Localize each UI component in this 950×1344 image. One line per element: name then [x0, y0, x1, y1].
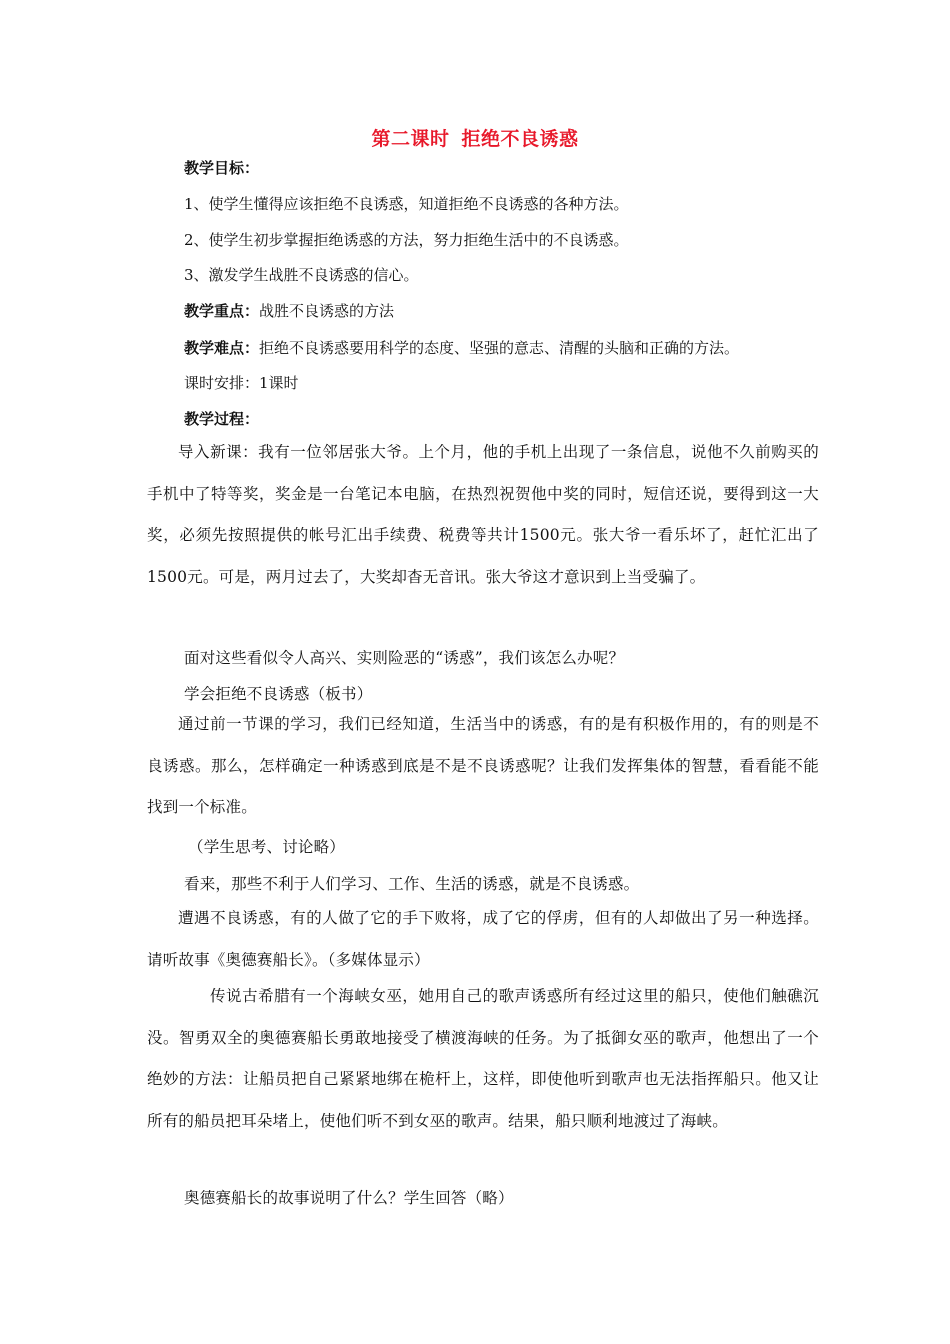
schedule: 课时安排：1课时 — [184, 374, 299, 392]
question-paragraph: 面对这些看似令人高兴、实则险恶的“诱惑”，我们该怎么办呢？ — [184, 649, 625, 667]
story-paragraph: 传说古希腊有一个海峡女巫，她用自己的歌声诱惑所有经过这里的船只，使他们触礁沉没。智勇双全的奥德赛船长勇敢地接受了横渡海峡的任务。为了抵御女巫的歌声，他想出了一个绝妙的方法：让船员把自己紧紧地绑在桅杆上，这样，即使他听到歌声也无法指挥船只。他又让所有的船员把耳朵堵上，使他们听不到女巫的歌声。结果，船只顺利地渡过了海峡。 — [147, 987, 819, 1130]
conclusion-paragraph: 看来，那些不利于人们学习、工作、生活的诱惑，就是不良诱惑。 — [184, 875, 640, 893]
review-paragraph: 通过前一节课的学习，我们已经知道，生活当中的诱惑，有的是有积极作用的，有的则是不良诱惑。那么，怎样确定一种诱惑到底是不是不良诱惑呢？让我们发挥集体的智慧，看看能不能找到一个标准。 — [147, 715, 819, 817]
discussion-note: （学生思考、讨论略） — [188, 838, 346, 856]
objective-item: 1、使学生懂得应该拒绝不良诱惑，知道拒绝不良诱惑的各种方法。 — [184, 195, 629, 213]
objectives-heading: 教学目标： — [184, 159, 260, 177]
intro-paragraph: 导入新课：我有一位邻居张大爷。上个月，他的手机上出现了一条信息，说他不久前购买的手机中了特等奖，奖金是一台笔记本电脑，在热烈祝贺他中奖的同时，短信还说，要得到这一大奖，必须先按照提供的帐号汇出手续费、税费等共计1500元。张大爷一看乐坏了，赶忙汇出了1500元。可是，两月过去了，大奖却杳无音讯。张大爷这才意识到上当受骗了。 — [147, 443, 819, 586]
board-heading: 学会拒绝不良诱惑（板书） — [184, 685, 373, 703]
choice-paragraph: 遭遇不良诱惑，有的人做了它的手下败将，成了它的俘虏，但有的人却做出了另一种选择。请听故事《奥德赛船长》。（多媒体显示） — [147, 909, 819, 969]
difficulty-text: 拒绝不良诱惑要用科学的态度、坚强的意志、清醒的头脑和正确的方法。 — [259, 339, 740, 357]
objective-item: 2、使学生初步掌握拒绝诱惑的方法，努力拒绝生活中的不良诱惑。 — [184, 231, 629, 249]
process-heading: 教学过程： — [184, 410, 260, 428]
difficulty-label: 教学难点： — [184, 339, 260, 357]
page-title — [0, 124, 950, 151]
objective-item: 3、激发学生战胜不良诱惑的信心。 — [184, 266, 419, 284]
key-point-text: 战胜不良诱惑的方法 — [259, 302, 395, 320]
story-question: 奥德赛船长的故事说明了什么？学生回答（略） — [184, 1189, 514, 1207]
difficulty — [184, 338, 739, 358]
title-topic: 拒绝不良诱惑 — [461, 128, 579, 150]
title-lesson: 第二课时 — [371, 128, 450, 150]
key-point — [184, 301, 394, 321]
key-point-label: 教学重点： — [184, 302, 260, 320]
